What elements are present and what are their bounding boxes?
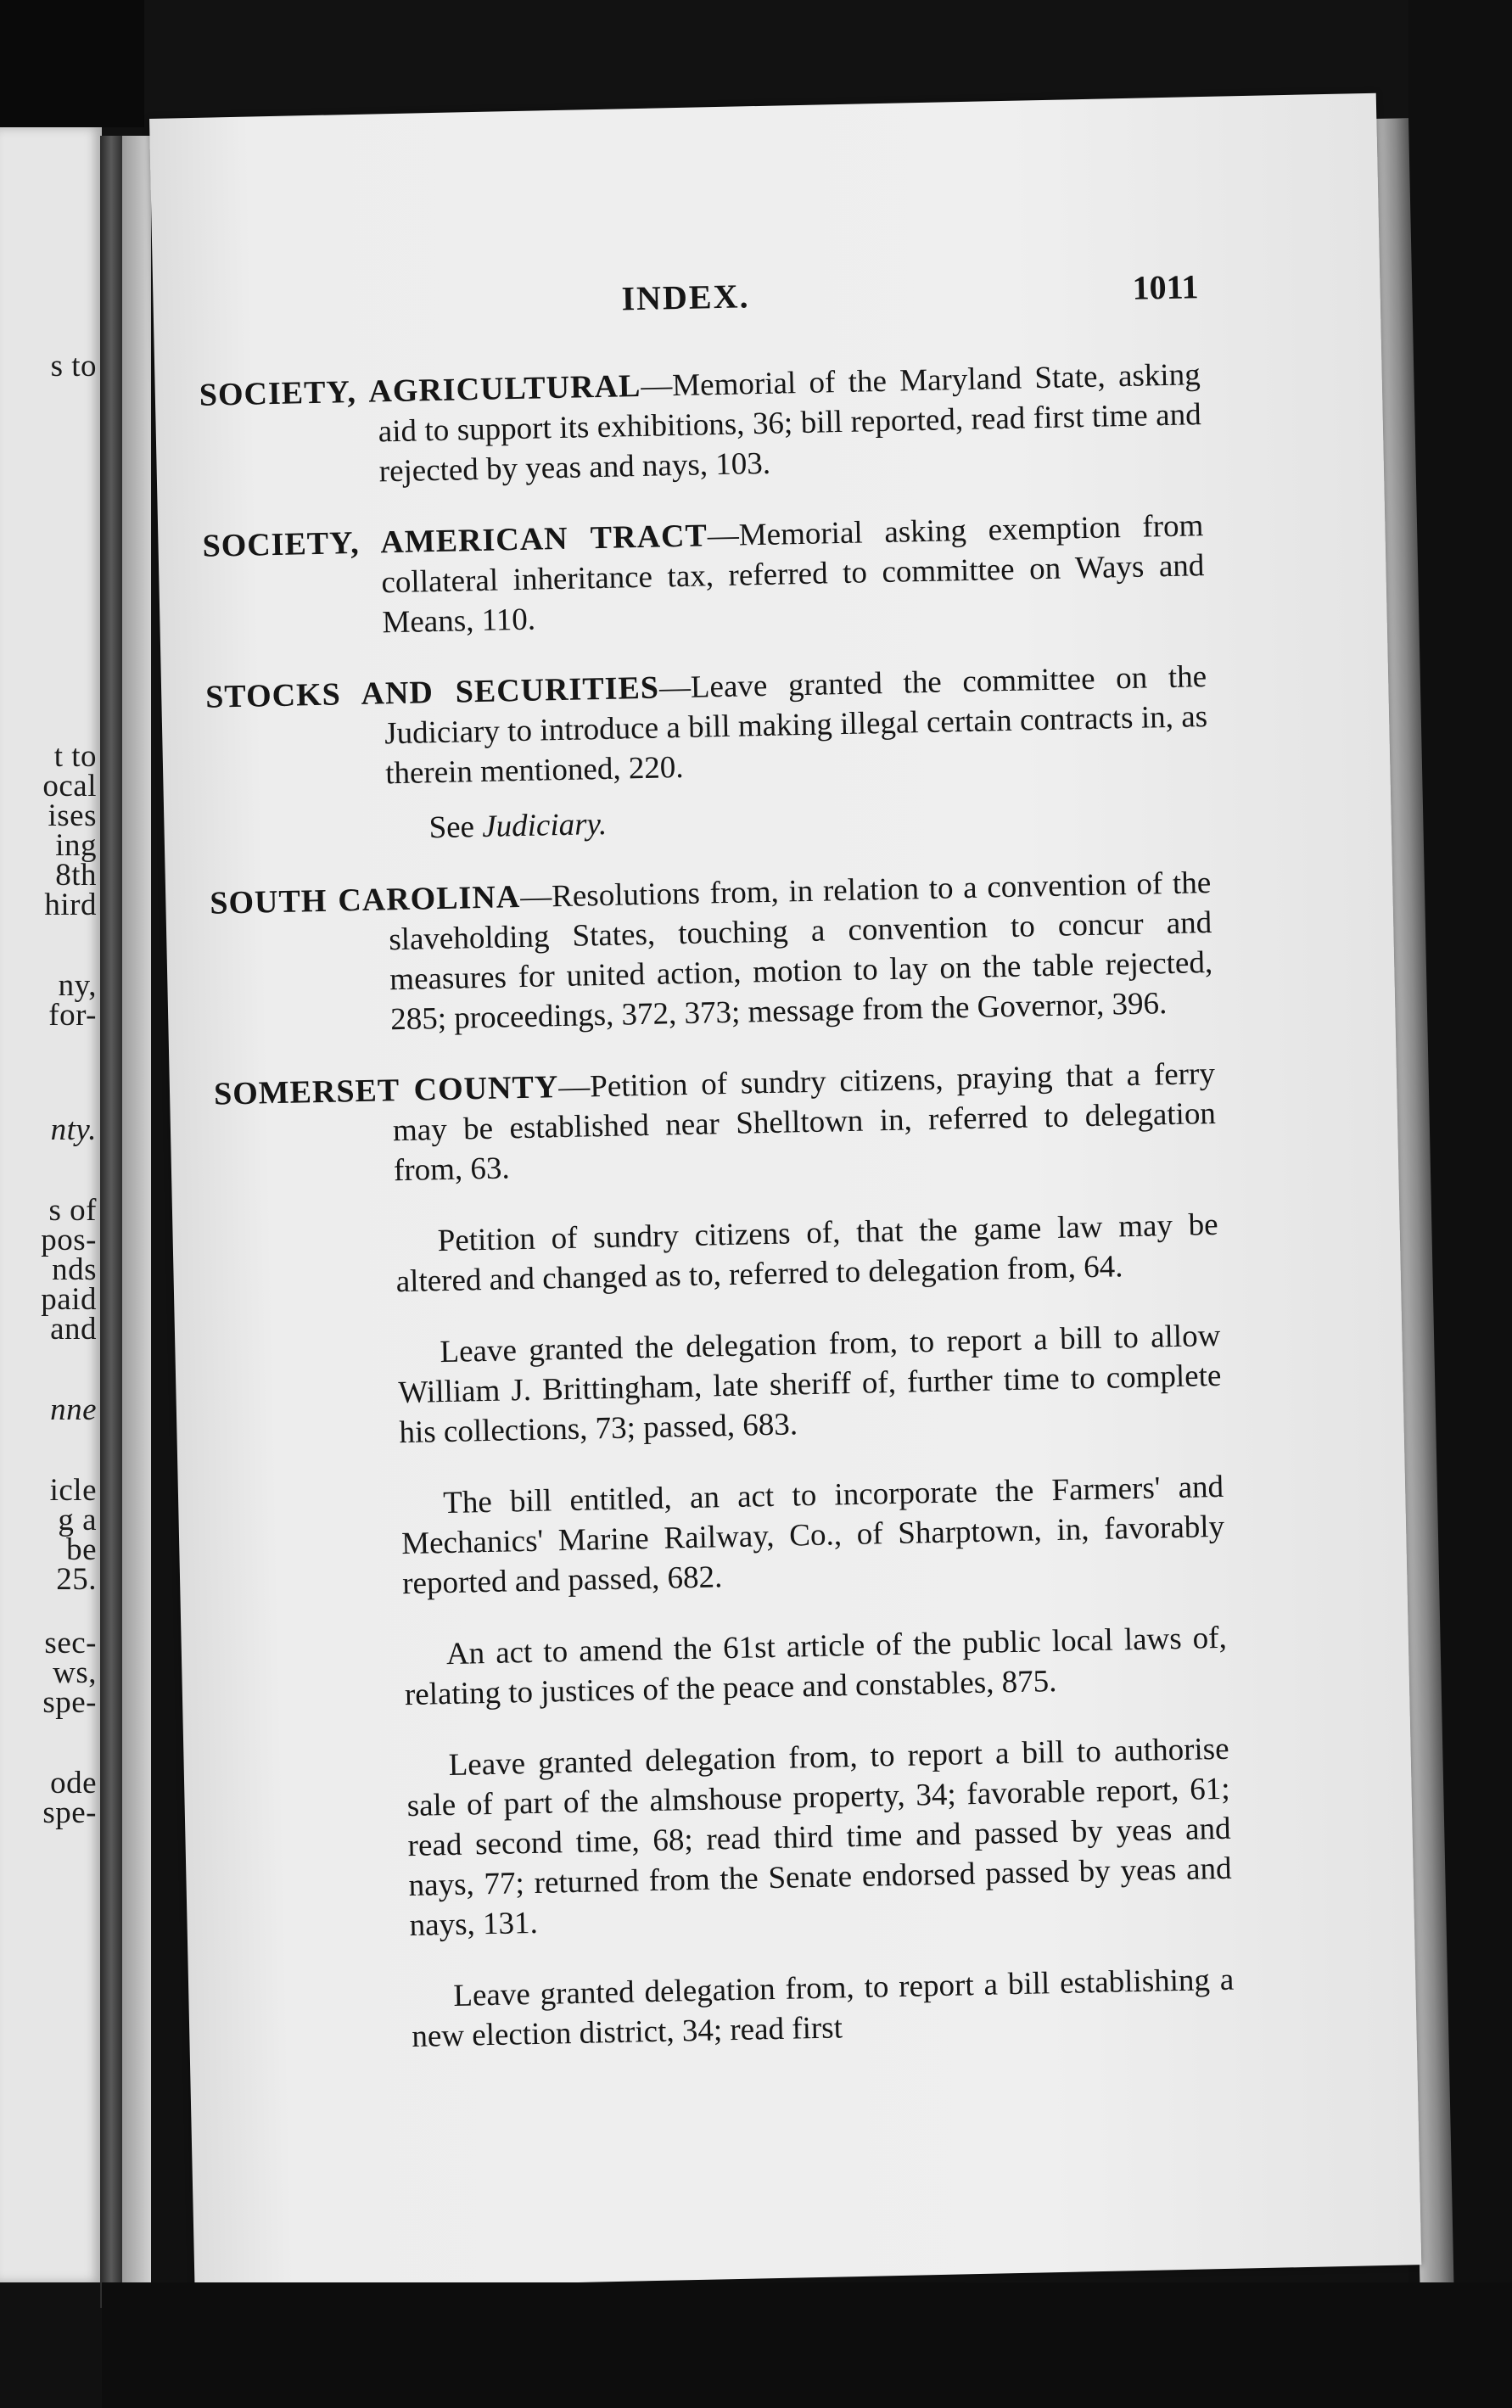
left-page-text-fragment: ises (48, 798, 97, 833)
sub-entry-paragraph: Leave granted the delegation from, to report a bill to allow William J. Brittingham, late sheriff of, further time to complete his collections, 73; passed, 683. (398, 1318, 1222, 1451)
left-page-text-fragment: sec- (44, 1626, 97, 1660)
left-page-text-fragment: nty. (50, 1112, 97, 1147)
page-gutter (122, 136, 151, 2308)
index-page (149, 93, 1421, 2291)
index-entry (202, 506, 1206, 647)
left-page-text-fragment: 25. (56, 1562, 97, 1597)
sub-entry-paragraph: Leave granted delegation from, to report a bill establishing a new election district, 34; read first (411, 1962, 1235, 2055)
sub-entry-paragraph: The bill entitled, an act to incorporate the Farmers' and Mechanics' Marine Railway, Co., of Sharptown, in, favorably reported and passed, 682. (400, 1469, 1225, 1602)
see-reference (208, 792, 1210, 853)
left-page-text-fragment: s of (48, 1193, 97, 1228)
left-page-text-fragment: spe- (42, 1685, 97, 1720)
bottom-background-band (102, 2282, 1512, 2408)
running-head (197, 266, 1199, 339)
left-page-text-fragment: paid (41, 1282, 97, 1317)
left-page-text-fragment: hird (44, 888, 97, 922)
running-title: INDEX. (621, 277, 750, 318)
entry-heading: STOCKS AND SECURITIES (204, 669, 660, 715)
entry-heading: SOCIETY, AGRICULTURAL (199, 367, 641, 413)
left-page-text-fragment: for- (48, 998, 97, 1033)
index-entry (210, 863, 1214, 1044)
entry-heading: SOMERSET COUNTY (213, 1069, 559, 1112)
entry-heading: SOCIETY, AMERICAN TRACT (202, 518, 708, 564)
book-spine (100, 136, 122, 2308)
left-page-text-fragment: ocal (42, 769, 97, 804)
entry-text: —Memorial of the Maryland State, asking aid to support its exhibitions, 36; bill reported, read first time and rejected by yeas and nays, 103. (378, 357, 1202, 490)
top-left-dark-area (0, 0, 144, 127)
previous-page-strip (0, 127, 102, 2282)
page-content (197, 266, 1235, 2082)
sub-entry-paragraph: Leave granted delegation from, to report a bill to authorise sale of part of the almshouse property, 34; favorable report, 61; read second time, 68; read third time and passed by yeas and nays, 77; returned from the Senate endorsed passed by yeas and nays, 131. (406, 1731, 1232, 1944)
see-target: Judiciary. (481, 806, 608, 844)
left-page-text-fragment: pos- (41, 1223, 97, 1257)
left-page-text-fragment: 8th (55, 858, 97, 893)
left-page-text-fragment: nds (52, 1252, 97, 1287)
left-page-text-fragment: ny, (58, 968, 97, 1003)
see-prefix: See (428, 809, 475, 846)
left-page-text-fragment: nne (50, 1392, 97, 1427)
entry-text: —Memorial asking exemption from collateral inheritance tax, referred to committee on Ways and Means, 110. (381, 508, 1205, 641)
sub-entry-paragraph: An act to amend the 61st article of the public local laws of, relating to justices of the peace and constables, 875. (404, 1620, 1228, 1713)
left-page-text-fragment: and (50, 1312, 97, 1347)
entry-text: —Resolutions from, in relation to a convention of the slaveholding States, touching a convention to concur and measures for united action, motion to lay on the table rejected, 285; proceedings, 372, 373; message from the Governor, 396. (388, 865, 1213, 1038)
index-entry (214, 1054, 1218, 1195)
left-page-text-fragment: s to (50, 349, 97, 384)
left-page-text-fragment: ing (55, 828, 97, 863)
left-page-text-fragment: t to (53, 739, 97, 774)
left-page-text-fragment: g a (58, 1503, 97, 1537)
entry-text: —Leave granted the committee on the Judiciary to introduce a bill making illegal certain contracts in, as therein mentioned, 220. (384, 659, 1208, 792)
left-page-text-fragment: ws, (53, 1655, 97, 1690)
left-page-text-fragment: be (66, 1532, 97, 1567)
left-page-text-fragment: spe- (42, 1795, 97, 1830)
left-page-text-fragment: ode (50, 1766, 97, 1800)
left-page-text-fragment: icle (49, 1473, 97, 1508)
index-entry (205, 657, 1209, 798)
sub-entry-paragraph: Petition of sundry citizens of, that the game law may be altered and changed as to, referred to delegation from, 64. (395, 1207, 1219, 1300)
page-number: 1011 (1132, 267, 1199, 307)
entry-heading: SOUTH CAROLINA (209, 879, 521, 921)
index-entry (199, 355, 1202, 496)
entry-text: —Petition of sundry citizens, praying that a ferry may be established near Shelltown in, referred to delegation from, 63. (392, 1056, 1217, 1189)
